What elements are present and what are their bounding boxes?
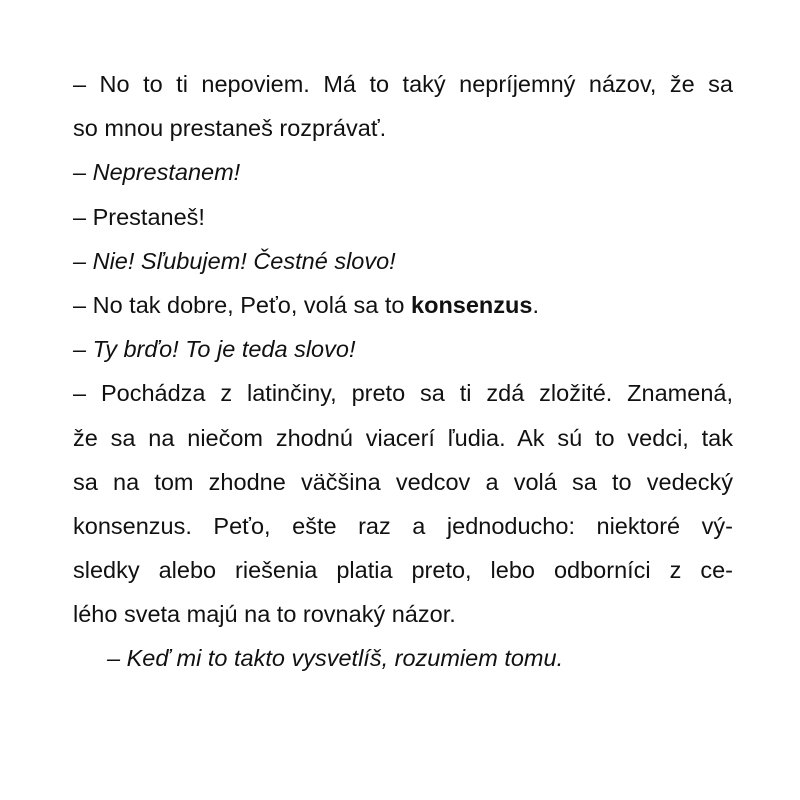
text-line: – Ty brďo! To je teda slovo! <box>73 336 356 363</box>
text-line: – Pochádza z latinčiny, preto sa ti zdá zložité. Znamená, <box>73 380 733 407</box>
text-line: konsenzus. Peťo, ešte raz a jednoducho: niektoré vý- <box>73 512 733 539</box>
text-line: lého sveta majú na to rovnaký názor. <box>73 601 456 628</box>
text-span: . <box>532 291 539 318</box>
text-line: so mnou prestaneš rozprávať. <box>73 115 387 142</box>
text-line <box>73 283 733 327</box>
text-line: že sa na niečom zhodnú viacerí ľudia. Ak sú to vedci, tak <box>73 424 733 451</box>
book-page-text <box>73 62 733 681</box>
text-line: – Keď mi to takto vysvetlíš, rozumiem tomu. <box>107 645 564 672</box>
text-line: – Nie! Sľubujem! Čestné slovo! <box>73 247 396 274</box>
bold-term: konsenzus <box>411 291 533 318</box>
text-line: – No to ti nepoviem. Má to taký nepríjemný názov, že sa <box>73 71 733 97</box>
text-line: – Prestaneš! <box>73 203 205 230</box>
text-span: – No tak dobre, Peťo, volá sa to <box>73 291 412 318</box>
text-line: sledky alebo riešenia platia preto, lebo odborníci z ce- <box>73 557 733 584</box>
text-line: sa na tom zhodne väčšina vedcov a volá sa to vedecký <box>73 468 733 495</box>
text-line: – Neprestanem! <box>73 159 241 186</box>
